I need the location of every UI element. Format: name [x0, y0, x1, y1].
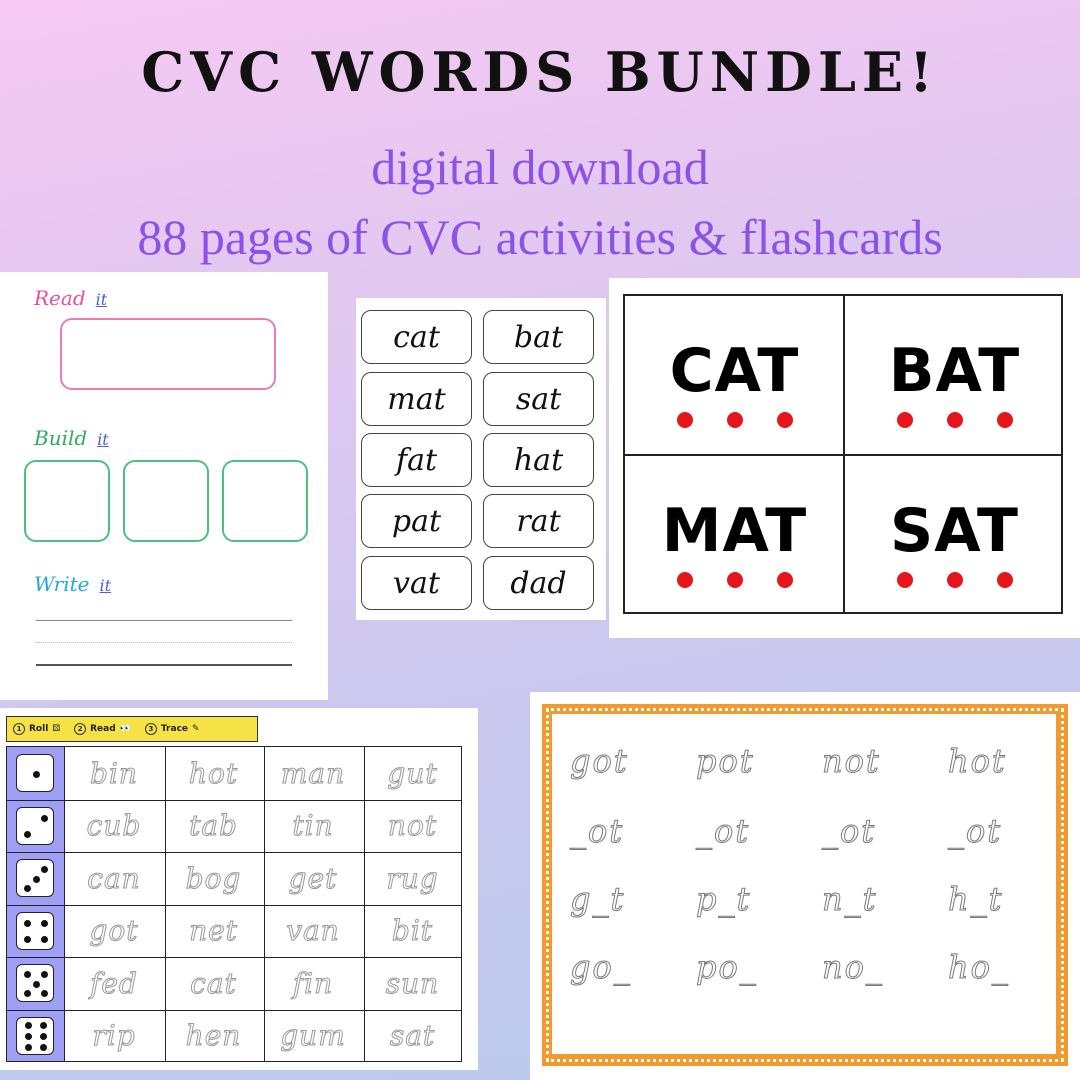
- word-cards-panel: [356, 298, 606, 620]
- word-card: mat: [361, 372, 472, 426]
- ot-trace-word: _ot: [948, 812, 1003, 850]
- ot-trace-word: p_t: [696, 880, 752, 918]
- trace-word: hot: [188, 756, 239, 790]
- instructions-bar: [6, 716, 258, 742]
- ot-trace-word: _ot: [822, 812, 877, 850]
- trace-word: bit: [391, 914, 434, 947]
- ot-trace-word: got: [570, 742, 629, 780]
- trace-word: sat: [389, 1019, 436, 1052]
- trace-word: cat: [190, 966, 237, 1000]
- build-box-1: [24, 460, 110, 542]
- build-box-3: [222, 460, 308, 542]
- dice-icon: ⚄: [52, 724, 61, 734]
- ot-family-tracing-worksheet: [530, 692, 1080, 1080]
- trace-word: van: [286, 914, 340, 947]
- trace-word: gum: [280, 1019, 346, 1052]
- build-box-2: [123, 460, 209, 542]
- ot-tracing-area: [552, 714, 1056, 1054]
- ot-trace-word: h_t: [948, 880, 1004, 918]
- word-card: sat: [483, 372, 594, 426]
- word-card: vat: [361, 556, 472, 610]
- pencil-icon: ✎: [192, 724, 200, 734]
- grid-col-line: [264, 747, 265, 1061]
- trace-word: man: [280, 756, 346, 790]
- trace-word: tab: [189, 809, 238, 842]
- trace-word: fin: [292, 966, 334, 1000]
- trace-word: rip: [92, 1019, 136, 1052]
- write-line-base: [36, 664, 292, 666]
- trace-word: get: [288, 861, 338, 895]
- grid-col-line: [165, 747, 166, 1061]
- flashcard-word: MAT: [661, 496, 808, 566]
- roll-read-grid: [6, 746, 462, 1062]
- sound-dots: [625, 572, 844, 588]
- flashcards-panel: [609, 278, 1080, 638]
- ot-trace-word: _ot: [570, 812, 625, 850]
- dice-face-6-icon: [16, 1017, 54, 1055]
- word-card: dad: [483, 556, 594, 610]
- flashcard-word: CAT: [669, 336, 800, 406]
- word-card: fat: [361, 433, 472, 487]
- trace-word: fed: [90, 966, 138, 1000]
- subtitle-digital-download: digital download: [371, 139, 709, 195]
- ot-trace-word: go_: [570, 948, 632, 986]
- word-card: pat: [361, 494, 472, 548]
- dice-face-2-icon: [16, 807, 54, 845]
- write-line-top: [36, 620, 292, 621]
- trace-word: bog: [185, 861, 242, 895]
- trace-word: cub: [86, 809, 142, 842]
- word-card: rat: [483, 494, 594, 548]
- flashcard-grid: [623, 294, 1063, 614]
- trace-word: got: [89, 914, 139, 947]
- step-roll: 1 Roll ⚄: [13, 723, 60, 735]
- word-card: cat: [361, 310, 472, 364]
- trace-word: rug: [386, 861, 439, 895]
- trace-word: can: [87, 861, 141, 895]
- eyes-icon: 👀: [119, 724, 131, 734]
- trace-word: not: [387, 809, 438, 842]
- flashcard: [845, 456, 1064, 615]
- flashcard: [845, 296, 1064, 455]
- trace-word: bin: [90, 756, 138, 790]
- trace-word: tin: [292, 809, 334, 842]
- ot-trace-word: pot: [696, 742, 755, 780]
- read-box: [60, 318, 276, 390]
- read-it-label: Read it: [34, 286, 108, 310]
- word-card: bat: [483, 310, 594, 364]
- step-trace: 3 Trace ✎: [145, 723, 200, 735]
- dice-face-4-icon: [16, 912, 54, 950]
- dice-face-5-icon: [16, 964, 54, 1002]
- write-line-mid: [36, 642, 292, 643]
- ot-trace-word: _ot: [696, 812, 751, 850]
- trace-word: net: [189, 914, 238, 947]
- ot-trace-word: g_t: [570, 880, 626, 918]
- bundle-title: CVC WORDS BUNDLE!: [141, 40, 939, 104]
- grid-col-line: [364, 747, 365, 1061]
- ot-trace-word: po_: [696, 948, 758, 986]
- roll-read-trace-worksheet: [0, 708, 478, 1070]
- flashcard: [625, 296, 844, 455]
- word-card: hat: [483, 433, 594, 487]
- ot-trace-word: n_t: [822, 880, 878, 918]
- flashcard-divider-horizontal: [625, 454, 1061, 456]
- trace-word: hen: [185, 1019, 242, 1052]
- sound-dots: [845, 412, 1064, 428]
- sound-dots: [625, 412, 844, 428]
- subtitle-page-count: 88 pages of CVC activities & flashcards: [137, 209, 943, 265]
- trace-word: gut: [387, 756, 438, 790]
- flashcard: [625, 456, 844, 615]
- build-it-label: Build it: [34, 426, 109, 450]
- ot-trace-word: ho_: [948, 948, 1010, 986]
- sound-dots: [845, 572, 1064, 588]
- ot-trace-word: no_: [822, 948, 884, 986]
- dice-face-1-icon: [16, 754, 54, 792]
- trace-word: sun: [385, 966, 440, 1000]
- write-it-label: Write it: [34, 572, 112, 596]
- ot-trace-word: not: [822, 742, 881, 780]
- dice-face-3-icon: [16, 859, 54, 897]
- ot-trace-word: hot: [948, 742, 1007, 780]
- step-read: 2 Read 👀: [74, 723, 131, 735]
- read-build-write-worksheet: [0, 272, 328, 700]
- flashcard-word: BAT: [888, 336, 1021, 406]
- flashcard-word: SAT: [890, 496, 1019, 566]
